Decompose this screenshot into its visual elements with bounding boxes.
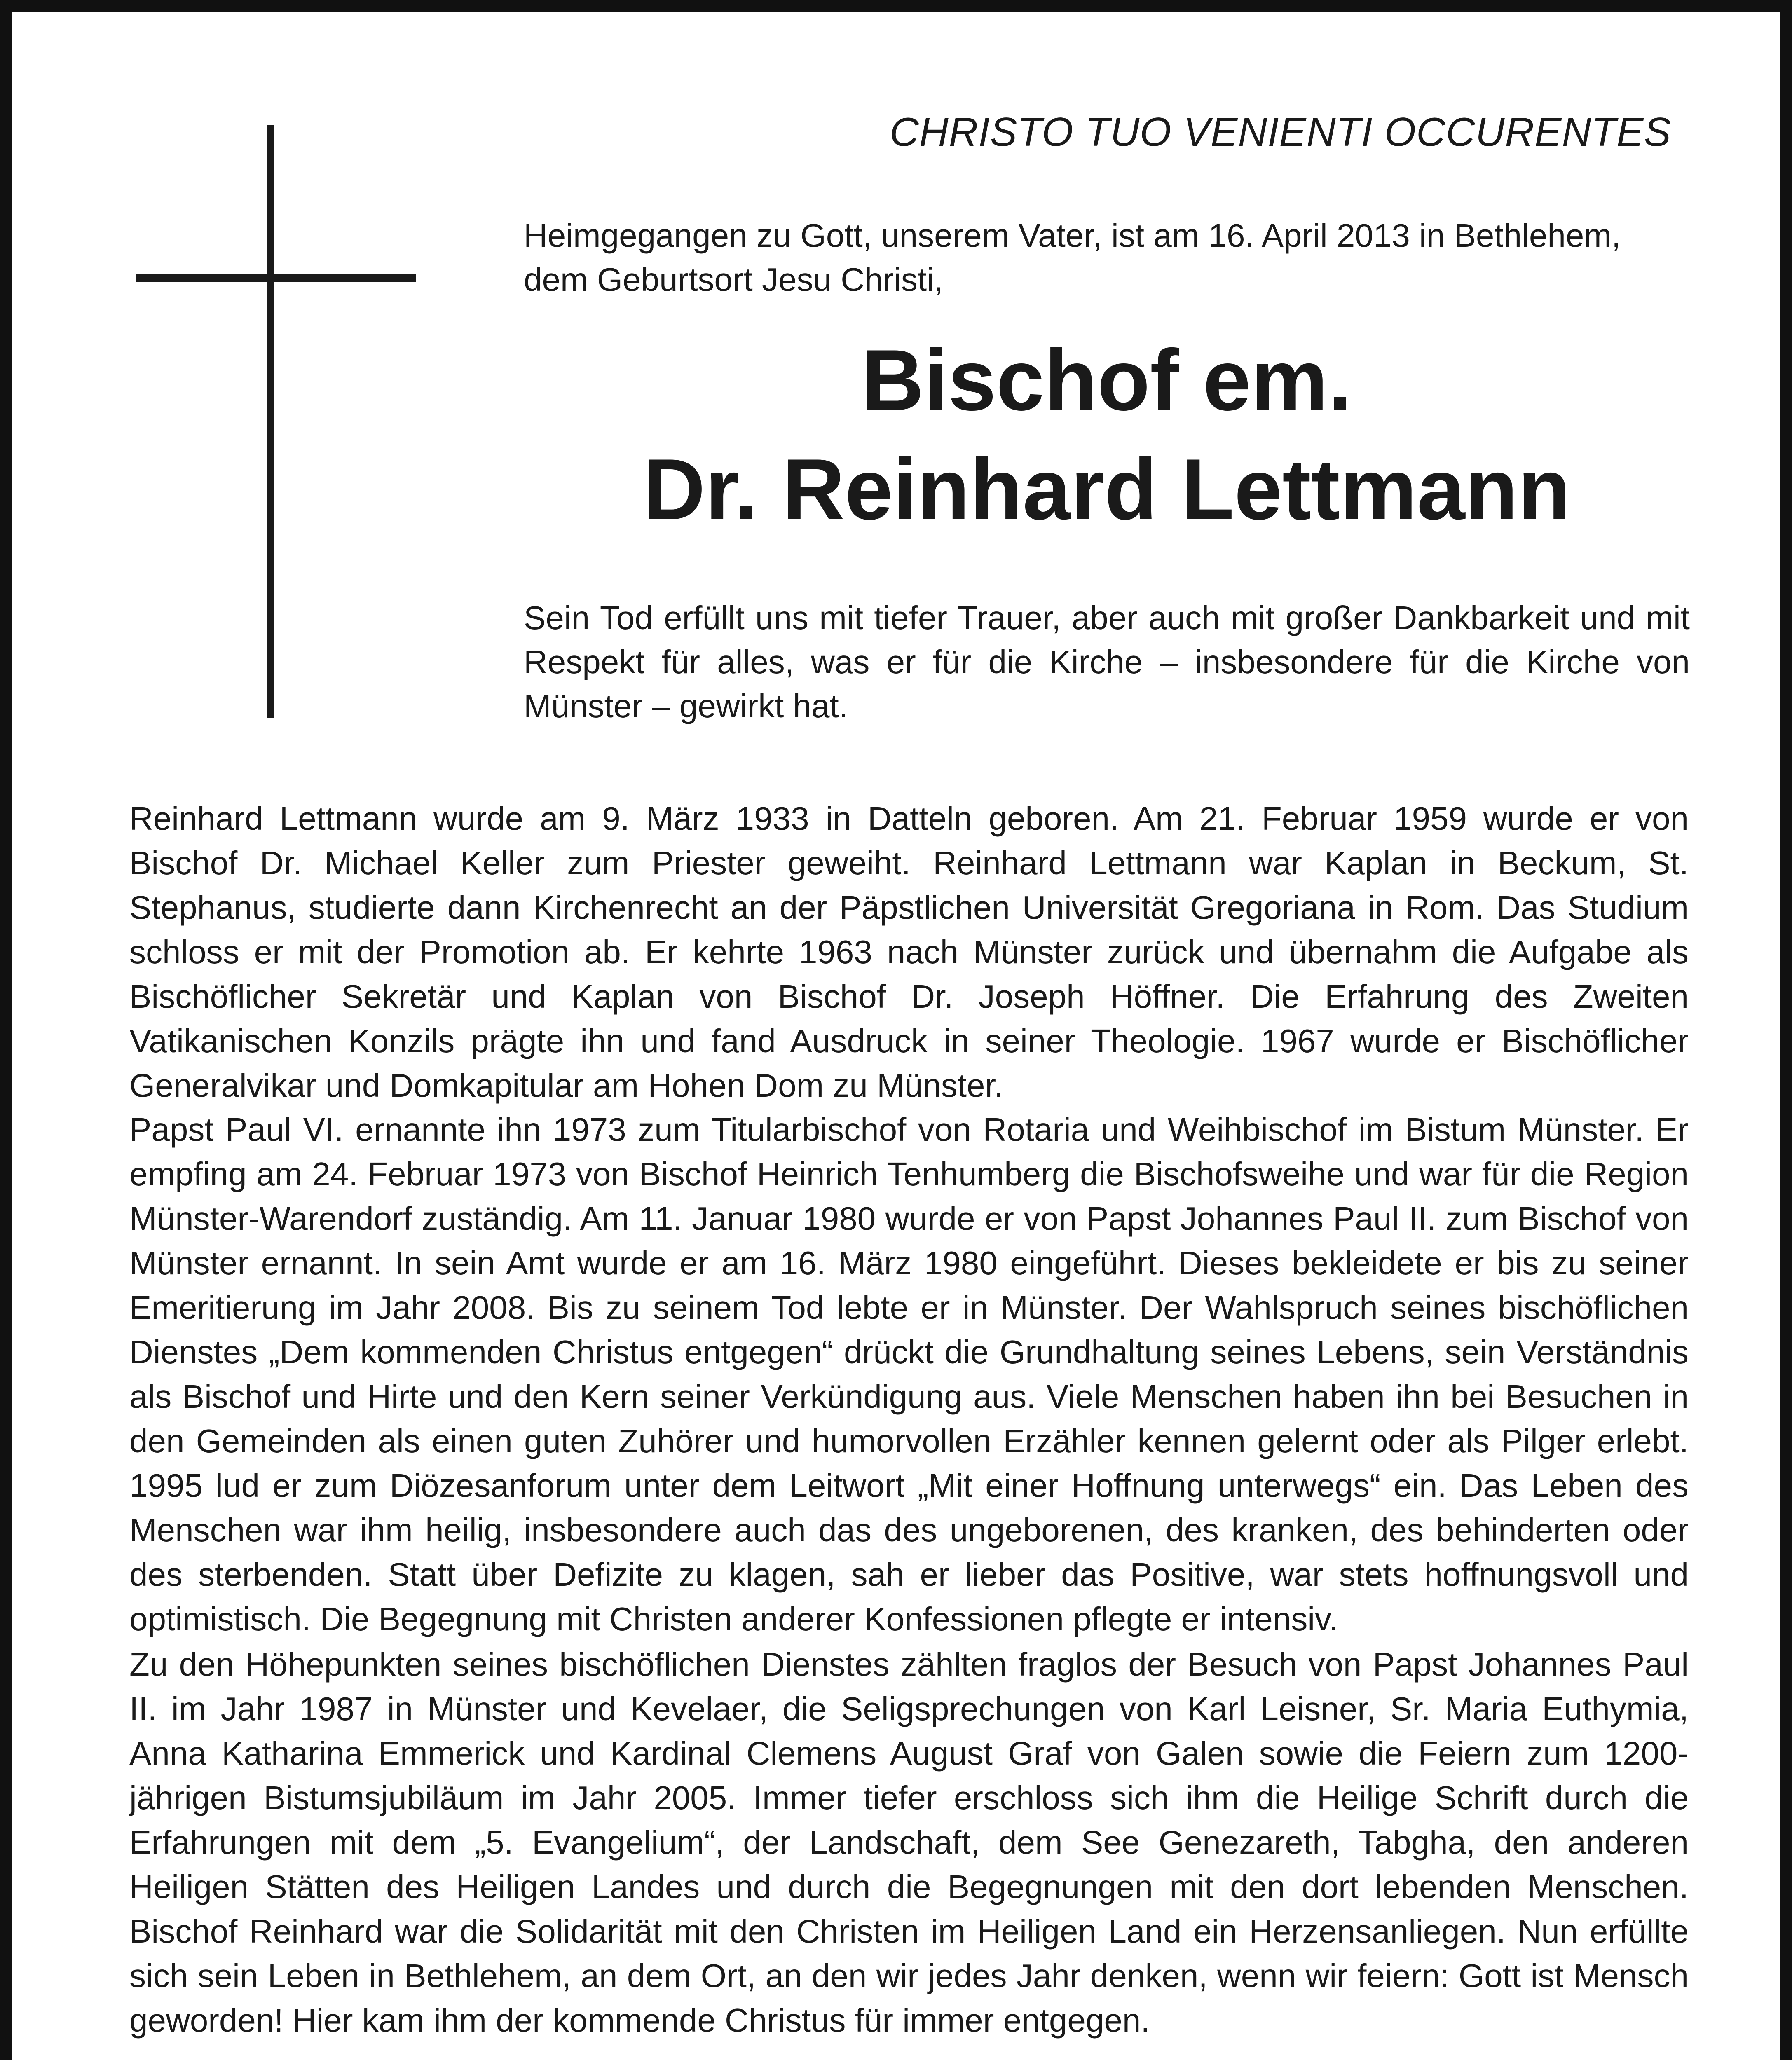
cross-icon (267, 125, 274, 718)
cross-icon-crossbar (136, 274, 416, 282)
deceased-title: Bischof em. (861, 332, 1352, 428)
grief-statement: Sein Tod erfüllt uns mit tiefer Trauer, aber auch mit großer Dankbarkeit und mit Respekt für alles, was er für die Kirche – insbesondere für die Kirche von Münster – gewirkt hat. (524, 599, 1690, 724)
biography-paragraph: Reinhard Lettmann wurde am 9. März 1933 in Datteln geboren. Am 21. Februar 1959 wurde er von Bischof Dr. Michael Keller zum Priester geweiht. Reinhard Lettmann war Kaplan in Beckum, St. Stephanus, studierte dann Kirchenrecht an der Päpstlichen Universität Gregoriana in Rom. Das Studium schloss er mit der Promotion ab. Er kehrte 1963 nach Münster zurück und übernahm die Aufgabe als Bischöflicher Sekretär und Kaplan von Bischof Dr. Joseph Höffner. Die Erfahrung des Zweiten Vatikanischen Konzils prägte ihn und fand Ausdruck in seiner Theologie. 1967 wurde er Bischöflicher Generalvikar und Domkapitular am Hohen Dom zu Münster. (129, 800, 1689, 1104)
intro-line: dem Geburtsort Jesu Christi, (524, 261, 944, 298)
biography-paragraph: Papst Paul VI. ernannte ihn 1973 zum Titularbischof von Rotaria und Weihbischof im Bistum Münster. Er empfing am 24. Februar 1973 von Bischof Heinrich Tenhumberg die Bischofsweihe und war für die Region Münster-Warendorf zuständig. Am 11. Januar 1980 wurde er von Papst Johannes Paul II. zum Bischof von Münster ernannt. In sein Amt wurde er am 16. März 1980 eingeführt. Dieses bekleidete er bis zu seiner Emeritierung im Jahr 2008. Bis zu seinem Tod lebte er in Münster. Der Wahlspruch seines bischöflichen Dienstes „Dem kommenden Christus entgegen“ drückt die Grundhaltung seines Lebens, sein Verständnis als Bischof und Hirte und den Kern seiner Verkündigung aus. Viele Menschen haben ihn bei Besuchen in den Gemeinden als einen guten Zuhörer und humorvollen Erzähler kennen gelernt oder als Pilger erlebt. 1995 lud er zum Diözesanforum unter dem Leitwort „Mit einer Hoffnung unterwegs“ ein. Das Leben des Menschen war ihm heilig, insbesondere auch das des ungeborenen, des kranken, des behinderten oder des sterbenden. Statt über Defizite zu klagen, sah er lieber das Positive, war stets hoffnungsvoll und optimistisch. Die Begegnung mit Christen anderer Konfessionen pflegte er intensiv. (129, 1111, 1689, 1637)
motto: CHRISTO TUO VENIENTI OCCURENTES (890, 109, 1671, 154)
intro-text (524, 213, 1690, 302)
deceased-name: Dr. Reinhard Lettmann (643, 441, 1571, 538)
intro-line: Heimgegangen zu Gott, unserem Vater, ist am 16. April 2013 in Bethlehem, (524, 217, 1621, 254)
biography-paragraph: Zu den Höhepunkten seines bischöflichen Dienstes zählten fraglos der Besuch von Papst Johannes Paul II. im Jahr 1987 in Münster und Kevelaer, die Seligsprechungen von Karl Leisner, Sr. Maria Euthymia, Anna Katharina Emmerick und Kardinal Clemens August Graf von Galen sowie die Feiern zum 1200-jährigen Bistumsjubiläum im Jahr 2005. Immer tiefer erschloss sich ihm die Heilige Schrift durch die Erfahrungen mit dem „5. Evangelium“, der Landschaft, dem See Genezareth, Tabgha, den anderen Heiligen Stätten des Heiligen Landes und durch die Begegnungen mit den dort lebenden Menschen. Bischof Reinhard war die Solidarität mit den Christen im Heiligen Land ein Herzensanliegen. Nun erfüllte sich sein Leben in Bethlehem, an dem Ort, an den wir jedes Jahr denken, wenn wir feiern: Gott ist Mensch geworden! Hier kam ihm der kommende Christus für immer entgegen. (129, 1646, 1689, 2039)
